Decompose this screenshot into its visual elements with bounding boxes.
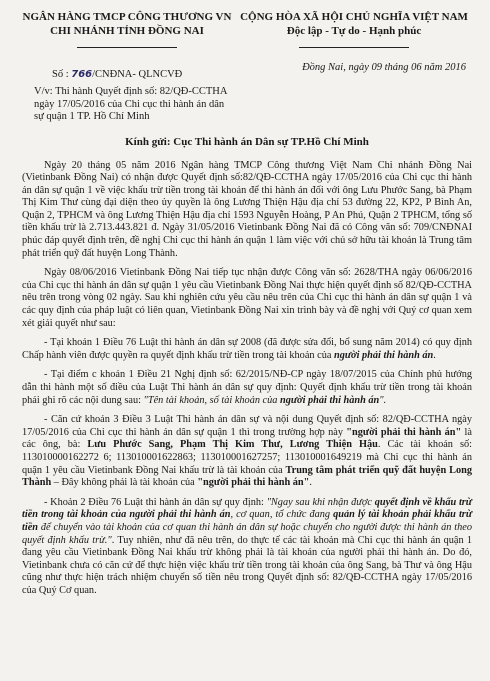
p5-emphasis-2: "người phải thi hành án" (197, 477, 310, 489)
paragraph-6 (22, 497, 472, 598)
p5-end: . (309, 477, 312, 489)
letter-date: Đồng Nai, ngày 09 tháng 06 năm 2016 (302, 62, 466, 73)
national-name: CỘNG HÒA XÃ HỘI CHỦ NGHĨA VIỆT NAM (240, 11, 468, 23)
letter-header (22, 10, 472, 52)
p6-emphasis-2: quản lý tài khoản phải khấu trừ tiền (22, 509, 472, 533)
p4-quote: "Tên tài khoản, số tài khoản của (143, 394, 281, 406)
p3-emphasis: người phải thi hành án (334, 349, 434, 361)
national-motto: Độc lập - Tự do - Hạnh phúc (286, 25, 422, 37)
p5-text-2: là các ông, bà: (22, 426, 472, 451)
paragraph-5 (22, 414, 472, 490)
letter-greeting: Kính gửi: Cục Thi hành án Dân sự TP.Hồ Chí Minh (125, 135, 369, 148)
p5-text-3: . Các tài khoản số: 113010000162272 6; 113010001622863; 113010001627257; 113010001649219 mà Chi cục thi hành án quận 1 yêu cầu Vietinbank Đồng Nai khấu trừ là tài khoản của (22, 439, 472, 476)
motto-underline (299, 47, 409, 48)
letter-subject: V/v: Thi hành Quyết định số: 82/QĐ-CCTHA ngày 17/05/2016 của Chi cục thi hành án dân sự quận 1 TP. Hồ Chí Minh (34, 86, 227, 122)
issuer-block (22, 10, 232, 52)
document-number-prefix: Số : (52, 69, 69, 80)
p4-emphasis: người phải thi hành án (280, 394, 380, 406)
p5-owner: Trung tâm phát triển quỹ đất huyện Long Thành (22, 464, 472, 489)
paragraph-1: Ngày 20 tháng 05 năm 2016 Ngân hàng TMCP Công thương Việt Nam Chi nhánh Đồng Nai (Vietinbank Đồng Nai) có nhận được Quyết định số:82/QĐ-CCTHA ngày 17/05/2016 của Chi cục thi hành án dân sự quận 1 về việc khấu trừ tiền trong tài khoản để thi hành án đối với ông Lưu Phước Sang, bà Phạm Thị Kim Thư cùng đại diện theo ủy quyền là ông Lương Thiện Hậu địa chỉ 53 đường 22, KP2, P Bình An, Quận 2, TPHCM và ông Lương Thiện Hậu địa chỉ 1593 Nguyễn Hoàng, P An Phú, Quận 2 TPHCM, tổng số tiền khấu trừ là 2.713.443.821 đ. Ngày 31/05/2016 Vietinbank Đồng Nai đã có Công văn số: 709/CNĐNAI phúc đáp quyết định trên, đề nghị Chi cục thi hành án quận 1 làm việc với chủ sở hữu tài khoản là Trung tâm phát triển quỹ đất huyện Long Thành. (22, 159, 472, 259)
document-number-value: 766 (71, 69, 93, 80)
document-number-suffix: /CNĐNA- QLNCVĐ (92, 69, 183, 80)
p3-end: . (433, 349, 436, 361)
p5-text: - Căn cứ khoản 3 Điều 3 Luật Thi hành án dân sự và nội dung Quyết định số: 82/QĐ-CCTHA ngày 17/05/2016 của Chi cục thi hành án dân sự quận 1 thì trong trường hợp này (22, 414, 472, 438)
p5-emphasis-1: "người phải thi hành án" (346, 426, 462, 438)
p6-text: - Khoản 2 Điều 76 Luật thi hành án dân sự quy định: (44, 496, 267, 508)
p6-text-2: . Tuy nhiên, như đã nêu trên, do thực tế các tài khoản mà Chi cục thi hành án quận 1 đang yêu cầu Vietinbank Đồng Nai khấu trừ không phải là tài khoản của người phải thi hành án. Do đó, Vietinbank chưa có căn cứ để thực hiện việc khấu trừ tiền trong tài khoản của ông Sang, bà Thư và ông Hậu cũng như thực hiện trách nhiệm chuyển số tiền nêu trong Quyết định số: 82/QĐ-CCTHA ngày 17/05/2016 của Quý Cơ quan. (22, 534, 472, 596)
p6-quote-3: để chuyển vào tài khoản của cơ quan thi hành án dân sự hoặc chuyển cho người được thi hành án theo quyết định khấu trừ." (22, 521, 472, 546)
p5-names: Lưu Phước Sang, Phạm Thị Kim Thư, Lương Thiện Hậu (87, 439, 378, 451)
paragraph-3 (22, 337, 472, 362)
p4-text: - Tại điểm c khoản 1 Điều 21 Nghị định số: 62/2015/NĐ-CP ngày 18/07/2015 của Chính phủ hướng dẫn thi hành một số điều của Luật Thi hành án dân sự quy định: Quyết định khấu trừ tiền trong tài khoản phải ghi rõ các nội dung sau: (22, 369, 472, 406)
p3-text: - Tại khoản 1 Điều 76 Luật thi hành án dân sự 2008 (đã được sửa đổi, bổ sung năm 2014) có quy định Chấp hành viên được quyền ra quyết định khấu trừ tiền trong tài khoản của (22, 337, 472, 361)
p6-emphasis-1: quyết định về khấu trừ tiền trong tài khoản của người phải thi hành án (22, 496, 472, 521)
p6-quote-2: , cơ quan, tổ chức đang (230, 509, 334, 521)
letter-body (22, 160, 472, 598)
p4-end: ". (379, 394, 387, 406)
issuer-branch-name: CHI NHÁNH TỈNH ĐỒNG NAI (50, 25, 204, 37)
p6-quote-1: "Ngay sau khi nhận được (266, 496, 375, 508)
paragraph-2: Ngày 08/06/2016 Vietinbank Đồng Nai tiếp tục nhận được Công văn số: 2628/THA ngày 06/06/2016 của Chi cục thi hành án dân sự quận 1 yêu cầu Vietinbank Đồng Nai thực hiện quyết định số 82/QĐ-CCTHA nêu trên trong vòng 02 ngày. Sau khi nghiên cứu yêu cầu nêu trên của Chi cục thi hành án dân sự quận 1 và các quy định của pháp luật có liên quan, Vietinbank Đồng Nai xin trình bày và đề nghị với Quý cơ quan xem xét giải quyết như sau: (22, 267, 472, 329)
paragraph-4 (22, 369, 472, 407)
issuer-underline (77, 47, 177, 48)
p5-text-4: – Đây không phải là tài khoản của (51, 477, 198, 489)
national-motto-block (236, 10, 472, 52)
issuer-bank-name: NGÂN HÀNG TMCP CÔNG THƯƠNG VN (22, 11, 232, 23)
